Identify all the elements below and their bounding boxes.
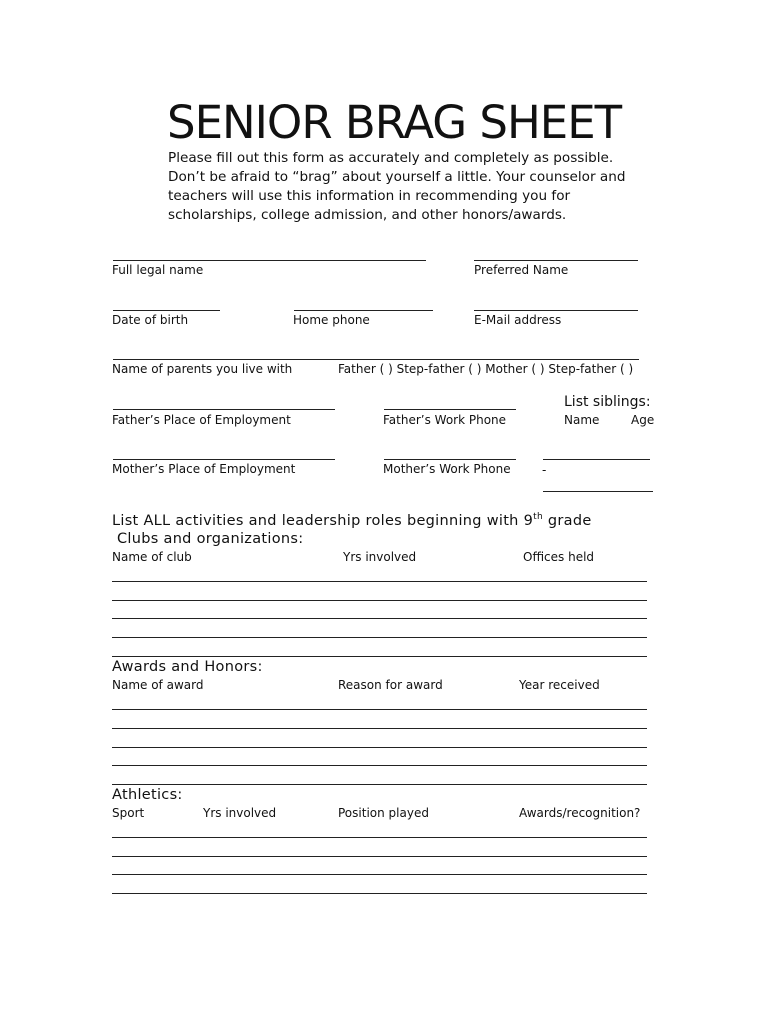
date-of-birth-label: Date of birth [112,313,189,327]
award-entry-line-5[interactable] [112,784,647,785]
full-legal-name-field[interactable] [113,260,426,261]
preferred-name-field[interactable] [474,260,638,261]
sibling-field-2[interactable] [543,491,653,492]
awards-heading: Awards and Honors: [112,659,263,675]
sibling-age-label: Age [631,413,655,427]
club-entry-line-3[interactable] [112,618,647,619]
email-label: E-Mail address [474,313,562,327]
athletics-heading: Athletics: [112,787,183,803]
parent-options[interactable]: Father ( ) Step-father ( ) Mother ( ) Step-father ( ) [338,362,634,376]
club-entry-line-2[interactable] [112,600,647,601]
athletics-entry-line-4[interactable] [112,893,647,894]
activities-heading: List ALL activities and leadership roles beginning with 9th grade [112,512,592,529]
club-offices-column: Offices held [523,550,595,564]
athletics-entry-line-1[interactable] [112,837,647,838]
sport-years-column: Yrs involved [203,806,277,820]
club-years-column: Yrs involved [343,550,417,564]
father-phone-label: Father’s Work Phone [383,413,507,427]
siblings-heading: List siblings: [564,394,651,410]
award-entry-line-1[interactable] [112,709,647,710]
mother-phone-field[interactable] [384,459,516,460]
full-legal-name-label: Full legal name [112,263,204,277]
page-title: SENIOR BRAG SHEET [167,96,622,149]
award-entry-line-3[interactable] [112,747,647,748]
home-phone-label: Home phone [293,313,370,327]
sport-awards-column: Awards/recognition? [519,806,641,820]
club-name-column: Name of club [112,550,192,564]
sibling-field-1[interactable] [543,459,650,460]
sibling-name-label: Name [564,413,600,427]
club-entry-line-4[interactable] [112,637,647,638]
father-employment-field[interactable] [113,409,335,410]
sibling-dash: - [542,463,547,477]
award-name-column: Name of award [112,678,204,692]
date-of-birth-field[interactable] [113,310,220,311]
intro-paragraph: Please fill out this form as accurately and completely as possible. Don’t be afraid to “brag” about yourself a little. Your counselor and teachers will use this information in recommending you for scholarships, college admission, and other honors/awards. [168,150,626,223]
home-phone-field[interactable] [294,310,433,311]
award-entry-line-4[interactable] [112,765,647,766]
award-year-column: Year received [519,678,600,692]
father-phone-field[interactable] [384,409,516,410]
position-column: Position played [338,806,429,820]
parents-field[interactable] [113,359,639,360]
email-field[interactable] [474,310,638,311]
award-entry-line-2[interactable] [112,728,647,729]
father-employment-label: Father’s Place of Employment [112,413,291,427]
parents-label: Name of parents you live with [112,362,293,376]
mother-phone-label: Mother’s Work Phone [383,462,511,476]
award-reason-column: Reason for award [338,678,443,692]
preferred-name-label: Preferred Name [474,263,569,277]
clubs-subheading: Clubs and organizations: [117,531,304,547]
mother-employment-field[interactable] [113,459,335,460]
sport-column: Sport [112,806,145,820]
club-entry-line-5[interactable] [112,656,647,657]
athletics-entry-line-2[interactable] [112,856,647,857]
athletics-entry-line-3[interactable] [112,874,647,875]
mother-employment-label: Mother’s Place of Employment [112,462,296,476]
club-entry-line-1[interactable] [112,581,647,582]
